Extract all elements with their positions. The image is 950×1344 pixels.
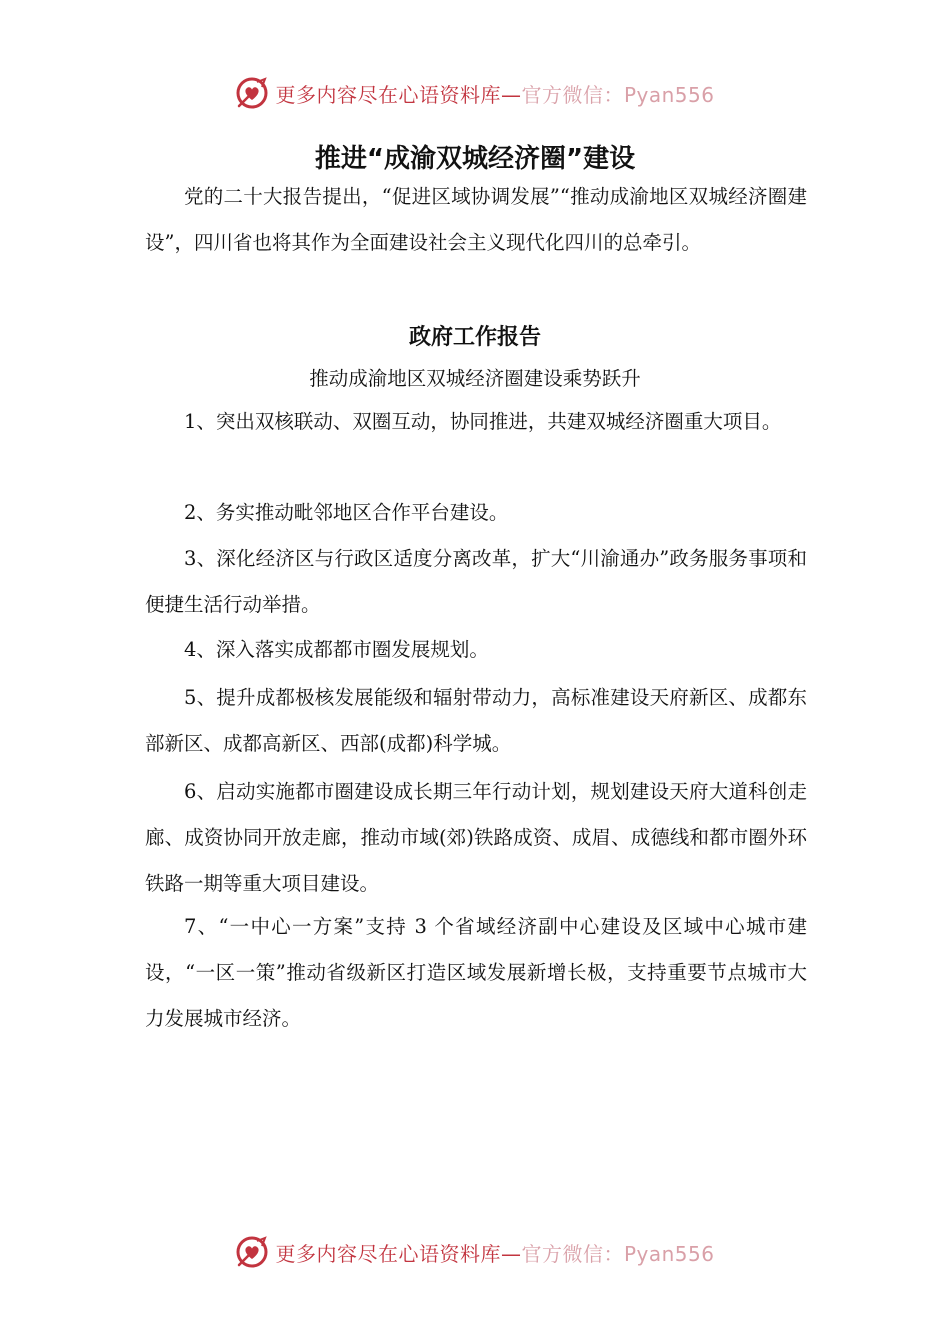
- list-item-3: 3、深化经济区与行政区适度分离改革，扩大“川渝通办”政务服务事项和便捷生活行动举措。: [145, 547, 807, 616]
- section-title: 政府工作报告: [408, 325, 541, 350]
- document-title: 推进“成渝双城经济圈”建设: [314, 144, 636, 174]
- banner-wechat: 官方微信：Pyan556: [521, 1241, 715, 1266]
- list-item-6: 6、启动实施都市圈建设成长期三年行动计划，规划建设天府大道科创走廊、成资协同开放走廊，推动市域(郊)铁路成资、成眉、成德线和都市圈外环铁路一期等重大项目建设。: [145, 780, 807, 895]
- intro-paragraph: 党的二十大报告提出，“促进区域协调发展”“推动成渝地区双城经济圈建设”，四川省也将其作为全面建设社会主义现代化四川的总牵引。: [145, 185, 807, 254]
- heart-quill-logo-icon: [235, 1235, 269, 1269]
- section-subtitle: 推动成渝地区双城经济圈建设乘势跃升: [309, 367, 641, 390]
- list-item-7: 7、“一中心一方案”支持 3 个省域经济副中心建设及区域中心城市建设，“一区一策”推动省级新区打造区域发展新增长极，支持重要节点城市大力发展城市经济。: [145, 915, 807, 1030]
- list-item-4: 4、深入落实成都都市圈发展规划。: [184, 638, 489, 661]
- banner-text: 更多内容尽在心语资料库—: [275, 1241, 522, 1266]
- banner-text: 更多内容尽在心语资料库—: [275, 82, 522, 107]
- list-item-5: 5、提升成都极核发展能级和辐射带动力，高标准建设天府新区、成都东部新区、成都高新区、西部(成都)科学城。: [145, 686, 807, 755]
- header-banner: [0, 73, 950, 113]
- list-item-1: 1、突出双核联动、双圈互动，协同推进，共建双城经济圈重大项目。: [184, 410, 782, 433]
- heart-quill-logo-icon: [235, 76, 269, 110]
- list-item-2: 2、务实推动毗邻地区合作平台建设。: [184, 501, 509, 524]
- banner-wechat: 官方微信：Pyan556: [521, 82, 715, 107]
- footer-banner: [0, 1232, 950, 1272]
